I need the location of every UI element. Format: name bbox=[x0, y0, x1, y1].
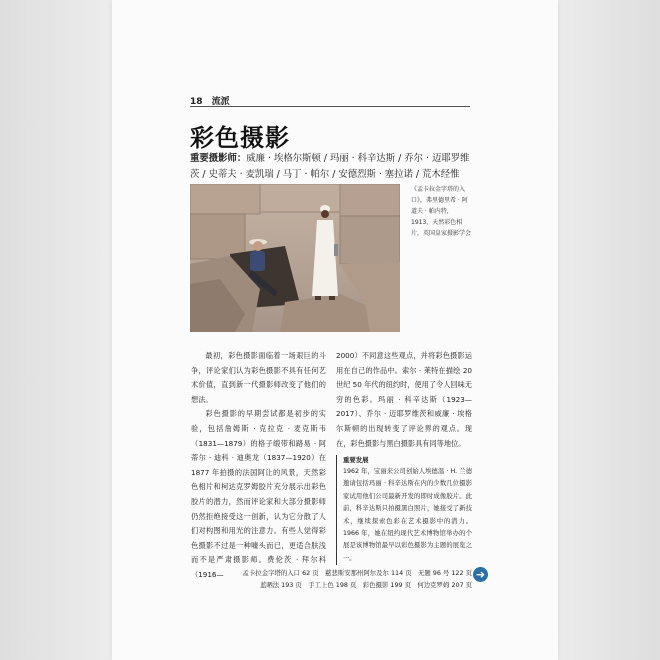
section-name: 流派 bbox=[211, 97, 230, 107]
key-developments-text: 1962 年，宝丽来公司创始人埃德温 · H. 兰德邀请包括玛丽 · 科辛达斯在内的少数几位摄影家试用他们公司最新开发的即时成像胶片。此前，科辛达斯只拍摄黑白照片，她接受了新技术，继续探索色彩在艺术摄影中的潜力。1966 年，她在纽约现代艺术博物馆举办的个展是该博物馆最早以彩色摄影为主题的展览之一。 bbox=[343, 468, 472, 562]
cross-references bbox=[190, 567, 472, 591]
photo-illustration bbox=[190, 184, 400, 332]
arrow-right-icon[interactable]: ➜ bbox=[473, 567, 488, 582]
key-developments-title: 重要发展 bbox=[343, 456, 369, 464]
cross-reference-line-2[interactable]: 蓝晒法 193 页 手工上色 198 页 彩色摄影 199 页 何边克罗姆 207 页 bbox=[259, 581, 472, 589]
key-photographers bbox=[190, 151, 472, 183]
photo-caption: 《孟卡拉金字塔的入口》，弗里德里希 · 阿道夫 · 帕内特，1913，天然彩色相片，英国皇家摄影学会 bbox=[411, 186, 472, 237]
body-paragraph-1: 最初，彩色摄影面临着一场艰巨的斗争，评论家们认为彩色摄影不具有任何艺术价值，直到新一代摄影师改变了他们的想法。 bbox=[191, 351, 326, 404]
body-column-right bbox=[336, 349, 472, 451]
body-column-left bbox=[191, 349, 326, 583]
body-paragraph-3: 2000）不同意这些观点，并将彩色摄影运用在自己的作品中。索尔 · 莱特在描绘 20 世纪 50 年代的纽约时，使用了令人回味无穷的色彩。玛丽 · 科辛达斯（1923—2017）、乔尔 · 迈耶罗维茨和威廉 · 埃格尔斯顿的出现转变了评论界的观点。现在，彩色摄影与黑白摄影具有同等地位。 bbox=[336, 351, 472, 448]
cross-reference-line-1[interactable]: 孟卡拉金字塔的入口 62 页 慈悲斯安那州阿尔及尔 114 页 无题 96 号 122 页 bbox=[242, 569, 472, 577]
key-developments-box bbox=[336, 455, 472, 565]
key-photographers-names: 威廉 · 埃格尔斯顿 / 玛丽 · 科辛达斯 / 乔尔 · 迈耶罗维茨 / 史蒂夫 · 麦凯瑞 / 马丁 · 帕尔 / 安德烈斯 · 塞拉诺 / 荒木经惟 bbox=[190, 153, 470, 180]
page-number: 18 bbox=[190, 97, 203, 107]
key-photographers-label: 重要摄影师： bbox=[190, 153, 247, 164]
header-rule bbox=[190, 106, 470, 107]
body-paragraph-2: 彩色摄影的早期尝试都是初步的实验，包括詹姆斯 · 克拉克 · 麦克斯韦（1831—1879）的格子缎带和路易 · 阿蒂尔 · 迪科 · 迪奥龙（1837—1920）在 1877 年拍摄的法国阿让的风景，天然彩色相片和柯达克罗姆胶片充分展示出彩色胶片的潜力，然而评论家和大部分摄影师仍然拒绝接受这一创新，认为它分散了人们对构图和用光的注意力。有些人觉得彩色摄影不过是一种噱头而已，更适合肤浅而不是严肃摄影师。费伦茨 · 拜尔科（1916— bbox=[191, 409, 326, 579]
pyramid-entrance-photo bbox=[190, 184, 400, 332]
page-title: 彩色摄影 bbox=[190, 123, 290, 152]
